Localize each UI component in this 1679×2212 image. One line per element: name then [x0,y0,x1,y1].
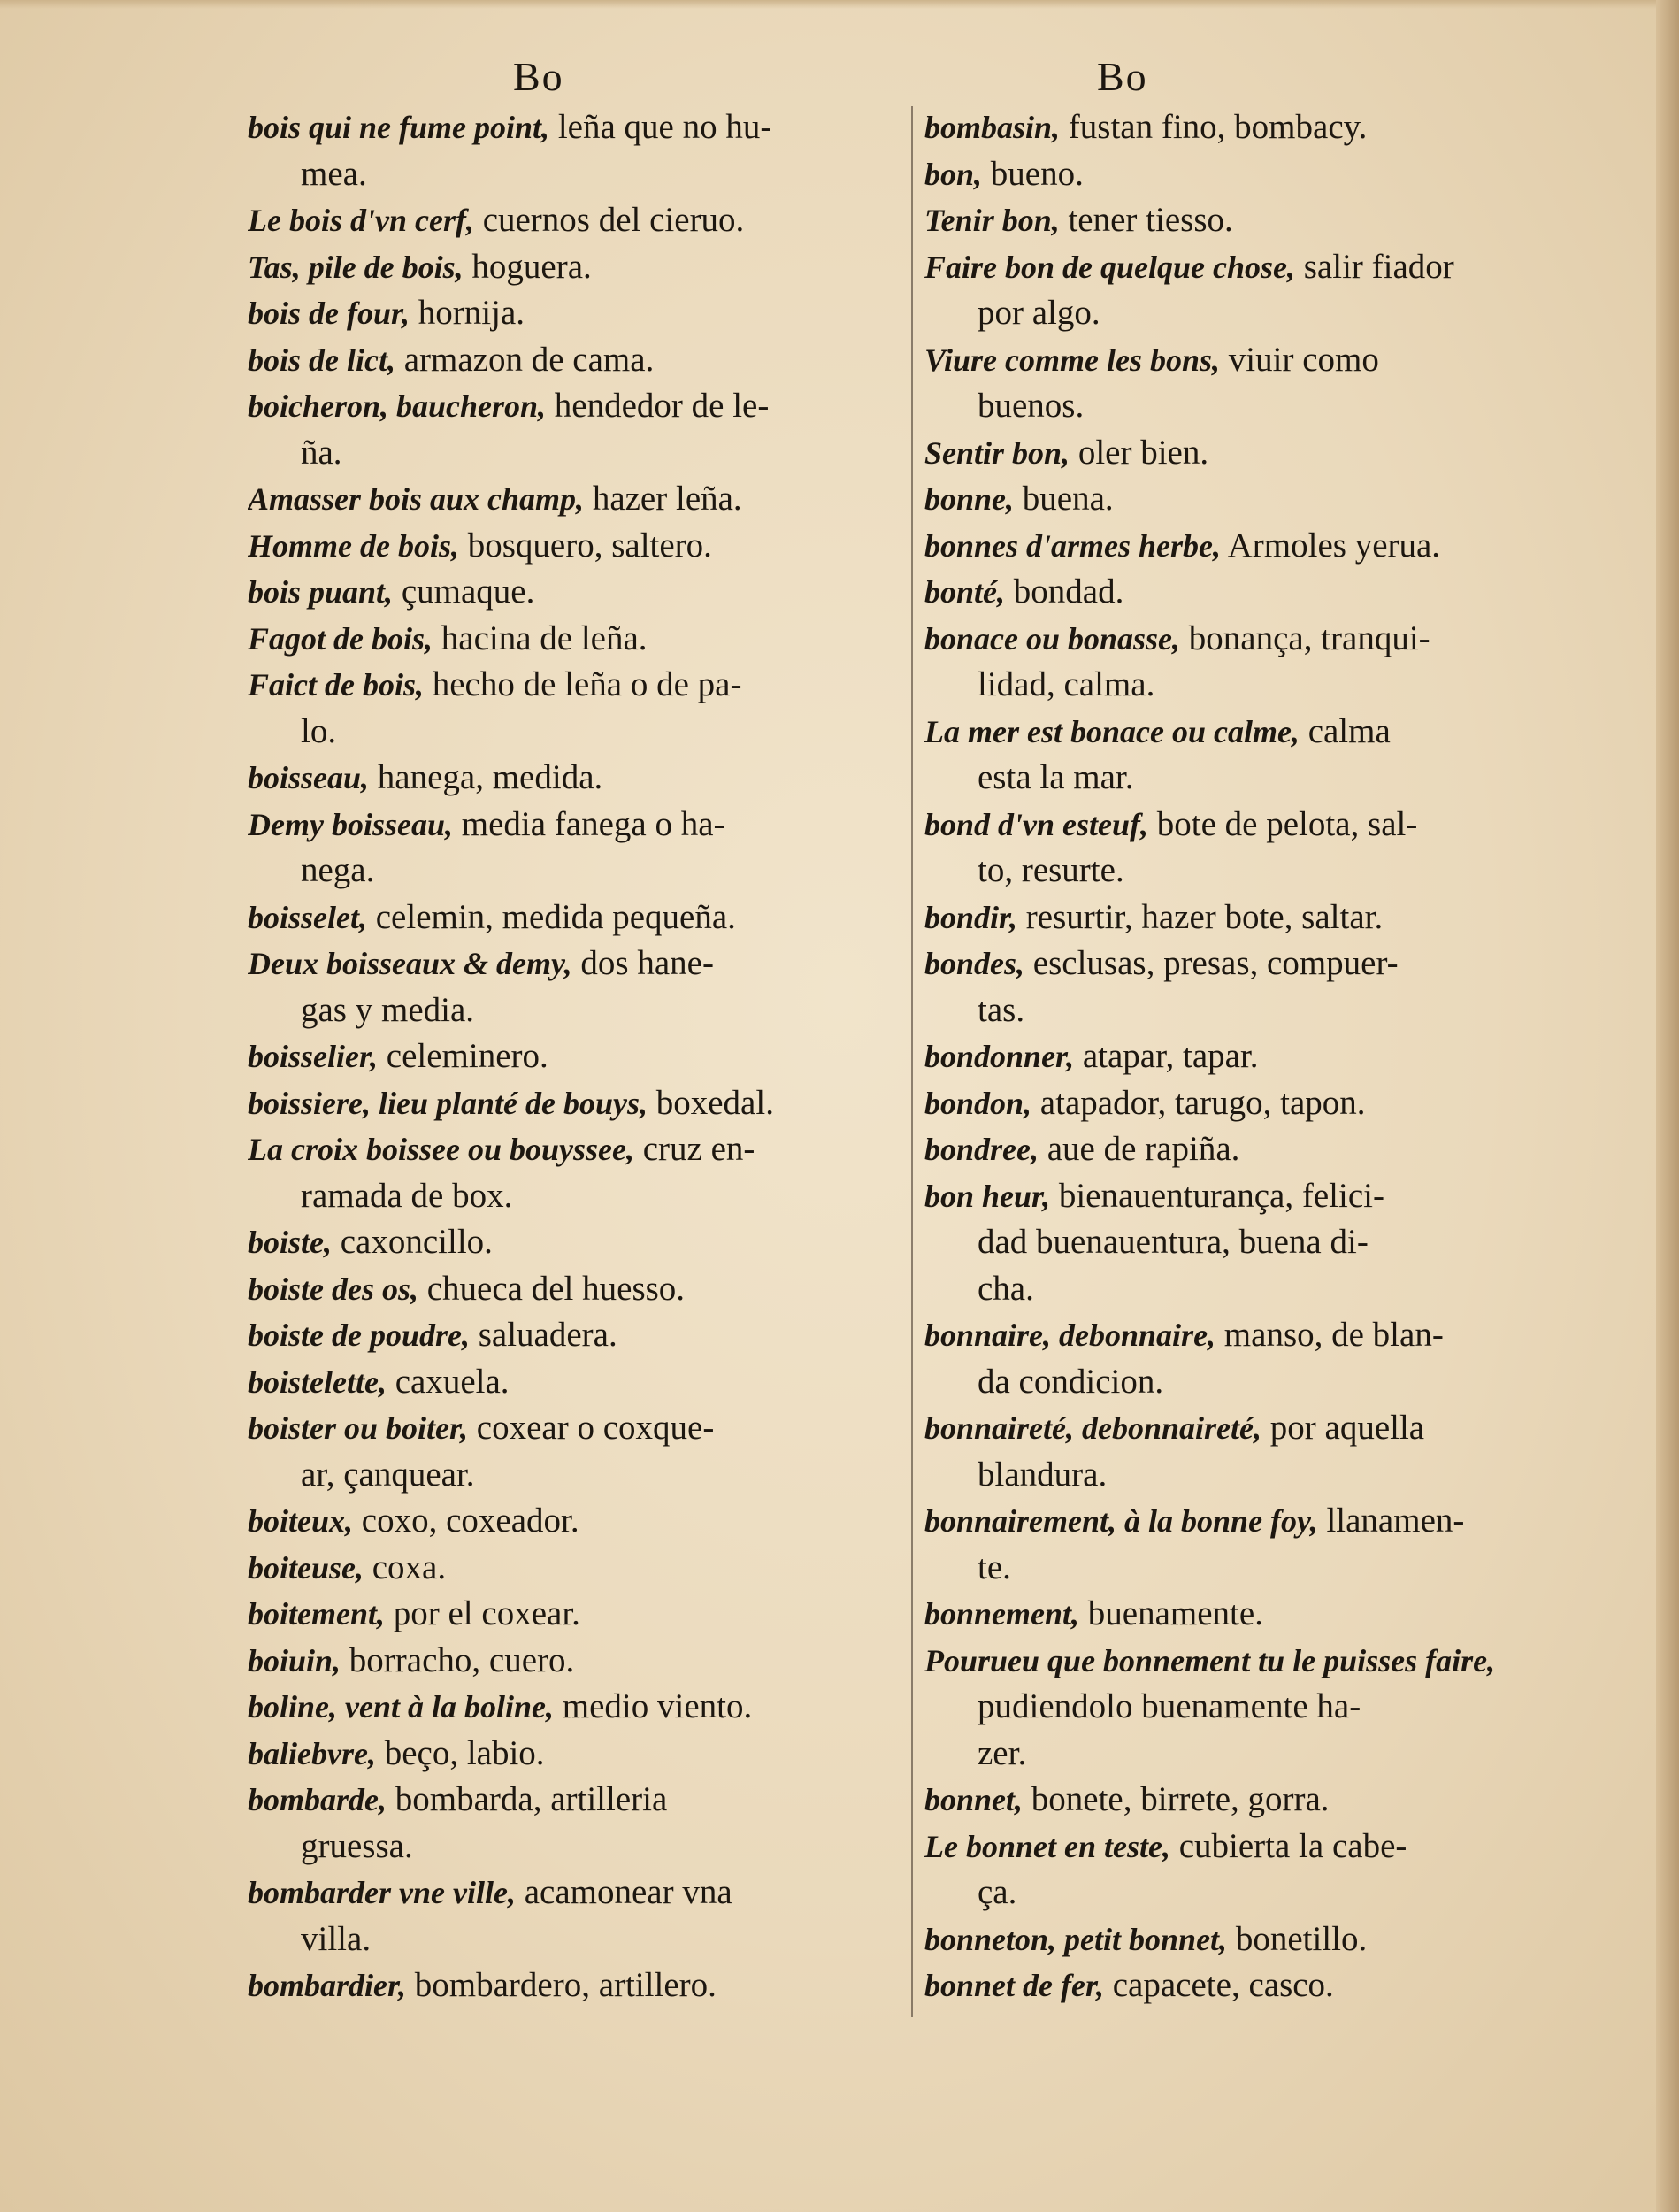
entry-translation: caxuela. [386,1362,510,1401]
entry-headword: boisselet, [248,899,367,935]
entry-translation: manso, de blan- [1215,1316,1444,1354]
entry-translation: beço, labio. [375,1733,545,1772]
entry-headword: boisseau, [248,760,370,795]
entry-headword: bombasin, [924,110,1061,145]
dictionary-entry [924,1591,1597,1638]
entry-headword: bondree, [924,1132,1039,1167]
entry-translation: ar, çanquear. [301,1455,475,1494]
right-column [924,104,1597,2009]
dictionary-entry [924,895,1597,941]
entry-headword: Tenir bon, [924,203,1060,238]
entry-translation: cuernos del cieruo. [473,201,745,239]
entry-headword: bonnet de fer, [924,1968,1104,2003]
entry-translation: oler bien. [1070,433,1209,472]
dictionary-entry [248,616,920,663]
entry-translation: villa. [301,1919,372,1958]
entry-translation: hecho de leña o de pa- [423,665,742,703]
entry-translation: ramada de box. [301,1176,513,1215]
entry-headword: bondes, [924,946,1025,981]
entry-translation: coxear o coxque- [468,1409,715,1447]
running-head-right: Bo [1097,54,1148,99]
entry-translation: buena. [1014,480,1114,518]
entry-translation: saluadera. [469,1316,617,1354]
entry-translation: da condicion. [978,1362,1164,1401]
entry-translation: media fanega o ha- [452,804,725,843]
entry-translation: por algo. [978,294,1100,332]
entry-headword: boiste, [248,1225,332,1260]
dictionary-entry [248,244,920,291]
dictionary-entry [248,1545,920,1592]
entry-translation: salir fiador [1295,247,1454,286]
entry-translation: bombarda, artilleria [387,1780,668,1818]
dictionary-entry [924,476,1597,523]
left-column [248,104,920,2009]
entry-translation: blandura. [978,1455,1108,1494]
dictionary-entry [248,1126,920,1219]
dictionary-entry [924,1638,1597,1778]
entry-translation: gruessa. [301,1826,413,1865]
entry-headword: bonnairement, à la bonne foy, [924,1503,1318,1539]
entry-headword: Demy boisseau, [248,806,453,842]
entry-headword: Faict de bois, [248,667,424,703]
dictionary-entry [924,1312,1597,1405]
dictionary-entry [924,941,1597,1033]
entry-translation: cruz en- [633,1130,755,1168]
dictionary-entry [248,1731,920,1778]
entry-translation: cubierta la cabe- [1169,1826,1407,1865]
entry-translation: dad buenauentura, buena di- [978,1223,1368,1261]
entry-headword: boline, vent à la boline, [248,1689,554,1724]
entry-headword: bois puant, [248,574,394,610]
dictionary-entry [248,383,920,476]
entry-headword: Pourueu que bonnement tu le puisses faire, [924,1642,1496,1678]
entry-headword: bonnement, [924,1596,1080,1632]
dictionary-entry [924,616,1597,709]
dictionary-entry [248,1684,920,1731]
entry-translation: nega. [301,851,375,889]
entry-translation: buenamente. [1079,1594,1263,1632]
dictionary-entry [248,1870,920,1962]
entry-translation: tas. [978,990,1025,1029]
entry-translation: por el coxear. [385,1594,580,1632]
entry-headword: bon, [924,156,983,192]
dictionary-entry [924,1498,1597,1591]
entry-translation: bondad. [1005,572,1124,611]
entry-translation: borracho, cuero. [341,1640,575,1679]
dictionary-entry [248,104,920,197]
dictionary-entry [248,1405,920,1498]
entry-headword: bonnaire, debonnaire, [924,1317,1216,1353]
dictionary-entry [924,104,1597,151]
entry-translation: celeminero. [378,1037,548,1075]
entry-translation: acamonear vna [515,1873,732,1911]
entry-headword: Le bois d'vn cerf, [248,203,474,238]
entry-translation: hanega, medida. [369,758,603,796]
entry-headword: Tas, pile de bois, [248,249,464,285]
entry-headword: Le bonnet en teste, [924,1828,1170,1864]
entry-headword: boicheron, baucheron, [248,388,547,424]
entry-headword: boitement, [248,1596,385,1632]
entry-translation: hornija. [410,294,525,332]
entry-translation: mea. [301,154,367,193]
dictionary-entry [924,151,1597,198]
dictionary-entry [248,197,920,244]
dictionary-entry [924,569,1597,616]
entry-translation: te. [978,1548,1011,1586]
dictionary-entry [248,1638,920,1685]
dictionary-entry [248,1219,920,1266]
dictionary-entry [924,1126,1597,1173]
entry-translation: hoguera. [463,247,592,286]
entry-translation: medio viento. [554,1687,753,1725]
dictionary-entry [248,662,920,755]
entry-headword: bois qui ne fume point, [248,110,550,145]
entry-headword: boiteux, [248,1503,354,1539]
entry-headword: Viure comme les bons, [924,342,1221,378]
entry-translation: hendedor de le- [546,387,770,425]
entry-translation: Armoles yerua. [1221,526,1441,565]
entry-headword: Amasser bois aux champ, [248,481,585,517]
dictionary-entry [248,755,920,802]
entry-headword: bonnet, [924,1782,1024,1817]
entry-translation: bosquero, saltero. [458,526,712,565]
entry-translation: cha. [978,1269,1034,1308]
entry-translation: tener tiesso. [1059,201,1233,239]
entry-headword: bon heur, [924,1178,1051,1214]
entry-headword: boistelette, [248,1363,387,1400]
entry-translation: caxoncillo. [332,1223,493,1261]
entry-headword: boiste des os, [248,1271,418,1307]
entry-translation: bueno. [982,154,1084,193]
entry-translation: atapador, tarugo, tapon. [1031,1083,1366,1122]
dictionary-entry [248,476,920,523]
dictionary-entry [248,1591,920,1638]
dictionary-entry [924,430,1597,477]
entry-translation: pudiendolo buenamente ha- [978,1687,1361,1725]
entry-headword: Fagot de bois, [248,620,433,657]
entry-headword: bonnes d'armes herbe, [924,527,1222,564]
page-top-edge [0,0,1679,9]
entry-headword: bombardier, [248,1968,407,2003]
dictionary-entry [248,1033,920,1080]
entry-translation: chueca del huesso. [418,1269,686,1308]
entry-translation: atapar, tapar. [1074,1037,1259,1075]
entry-headword: bondonner, [924,1039,1075,1074]
dictionary-entry [248,895,920,941]
dictionary-entry [924,802,1597,895]
dictionary-entry [924,1777,1597,1824]
dictionary-entry [924,197,1597,244]
dictionary-entry [924,1824,1597,1916]
dictionary-entry [924,523,1597,570]
dictionary-entry [248,523,920,570]
entry-translation: esta la mar. [978,758,1134,796]
entry-translation: çumaque. [393,572,535,611]
entry-translation: hazer leña. [584,480,742,518]
dictionary-entry [248,337,920,384]
entry-translation: por aquella [1261,1409,1425,1447]
entry-translation: celemin, medida pequeña. [366,897,736,936]
entry-translation: capacete, casco. [1104,1966,1334,2004]
entry-headword: Sentir bon, [924,434,1070,471]
entry-headword: boiuin, [248,1642,341,1678]
entry-translation: ña. [301,433,342,472]
entry-translation: coxa. [364,1548,447,1586]
entry-translation: dos hane- [571,944,714,982]
entry-translation: bonetillo. [1227,1919,1368,1958]
entry-translation: aue de rapiña. [1039,1130,1240,1168]
entry-translation: esclusas, presas, compuer- [1024,944,1399,982]
entry-headword: boiteuse, [248,1549,364,1586]
entry-translation: bonança, tranqui- [1180,618,1430,657]
dictionary-entry [924,1173,1597,1313]
entry-headword: La croix boissee ou bouyssee, [248,1132,634,1167]
entry-translation: llanamen- [1317,1502,1465,1540]
entry-headword: bois de lict, [248,342,395,378]
dictionary-entry [248,569,920,616]
entry-headword: baliebvre, [248,1735,376,1771]
dictionary-entry [924,337,1597,430]
entry-headword: bonté, [924,574,1006,610]
entry-headword: Faire bon de quelque chose, [924,249,1295,285]
entry-headword: bonnaireté, debonnaireté, [924,1410,1262,1446]
dictionary-entry [924,709,1597,802]
dictionary-entry [248,290,920,337]
entry-headword: La mer est bonace ou calme, [924,713,1300,749]
entry-translation: calma [1299,711,1391,750]
dictionary-entry [924,1916,1597,1963]
entry-headword: boisselier, [248,1039,379,1074]
entry-translation: boxedal. [648,1083,774,1122]
dictionary-entry [248,1498,920,1545]
entry-translation: coxo, coxeador. [353,1502,579,1540]
entry-headword: bondon, [924,1085,1032,1121]
entry-translation: viuir como [1220,340,1379,379]
running-head-left: Bo [513,54,564,99]
entry-translation: lidad, calma. [978,665,1155,703]
entry-headword: bois de four, [248,296,410,331]
dictionary-entry [248,941,920,1033]
entry-headword: Deux boisseaux & demy, [248,946,572,981]
page-right-edge [1656,0,1679,2212]
entry-translation: bienauenturança, felici- [1050,1176,1384,1215]
entry-translation: lo. [301,711,337,750]
entry-headword: boissiere, lieu planté de bouys, [248,1085,648,1121]
entry-headword: Homme de bois, [248,527,459,564]
dictionary-entry [248,802,920,895]
dictionary-entry [248,1359,920,1406]
entry-translation: to, resurte. [978,851,1124,889]
entry-headword: bondir, [924,899,1018,935]
dictionary-entry [248,1312,920,1359]
dictionary-entry [924,1405,1597,1498]
dictionary-entry [248,1962,920,2009]
entry-translation: armazon de cama. [395,340,655,379]
entry-translation: hacina de leña. [433,618,648,657]
entry-translation: bote de pelota, sal- [1148,804,1418,843]
entry-translation: resurtir, hazer bote, saltar. [1017,897,1384,936]
entry-headword: bonace ou bonasse, [924,620,1181,657]
entry-translation: fustan fino, bombacy. [1060,108,1368,146]
dictionary-entry [924,1080,1597,1127]
dictionary-entry [248,1777,920,1870]
entry-translation: ça. [978,1873,1017,1911]
entry-translation: gas y media. [301,990,475,1029]
entry-translation: bombardero, artillero. [406,1966,717,2004]
dictionary-entry [248,1266,920,1313]
dictionary-entry [924,244,1597,337]
entry-translation: leña que no hu- [549,108,772,146]
entry-headword: bond d'vn esteuf, [924,806,1149,842]
entry-translation: buenos. [978,387,1085,425]
entry-translation: bonete, birrete, gorra. [1023,1780,1330,1818]
entry-translation: zer. [978,1733,1027,1772]
entry-headword: boiste de poudre, [248,1317,470,1353]
entry-headword: bonne, [924,481,1015,517]
entry-headword: bombarder vne ville, [248,1875,516,1910]
entry-headword: bombarde, [248,1782,387,1817]
entry-headword: bonneton, petit bonnet, [924,1921,1228,1957]
dictionary-entry [248,1080,920,1127]
entry-headword: boister ou boiter, [248,1410,469,1446]
dictionary-entry [924,1962,1597,2009]
dictionary-entry [924,1033,1597,1080]
